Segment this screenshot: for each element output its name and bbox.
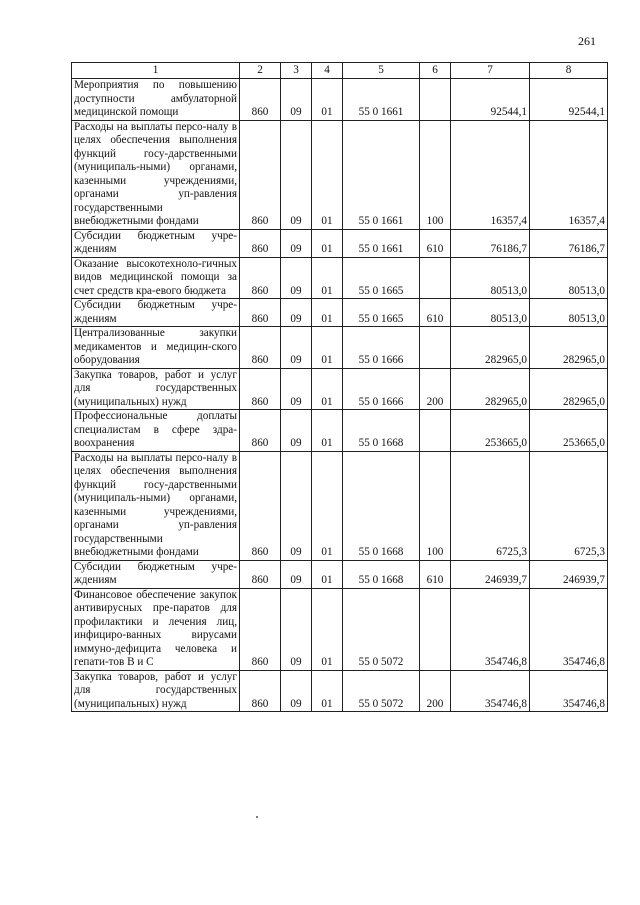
row-ministry-code: 860	[240, 327, 281, 369]
row-expense-type	[420, 410, 451, 452]
row-target-article: 55 0 1666	[343, 368, 420, 410]
row-section-code: 09	[281, 588, 312, 670]
row-subsection-code: 01	[312, 327, 343, 369]
row-target-article: 55 0 5072	[343, 588, 420, 670]
row-expense-type	[420, 327, 451, 369]
row-description: Централизованные закупки медикаментов и медицин-ского оборудования	[72, 327, 240, 369]
row-section-code: 09	[281, 327, 312, 369]
table-row	[72, 368, 608, 410]
row-amount-1: 354746,8	[451, 670, 530, 712]
row-expense-type: 610	[420, 560, 451, 588]
row-description: Расходы на выплаты персо-налу в целях обеспечения выполнения функций госу-дарственными (муниципаль-ными) органами, казенными учреждениями, органами уп-равления государственными внебюджетными фондами	[72, 120, 240, 229]
row-description: Закупка товаров, работ и услуг для государственных (муниципальных) нужд	[72, 368, 240, 410]
row-description: Оказание высокотехноло-гичных видов медицинской помощи за счет средств кра-евого бюджета	[72, 257, 240, 299]
row-subsection-code: 01	[312, 120, 343, 229]
row-section-code: 09	[281, 120, 312, 229]
row-amount-2: 80513,0	[530, 299, 608, 327]
col-header-7: 7	[451, 63, 530, 79]
row-subsection-code: 01	[312, 79, 343, 121]
row-target-article: 55 0 1668	[343, 451, 420, 560]
row-section-code: 09	[281, 560, 312, 588]
row-section-code: 09	[281, 257, 312, 299]
row-expense-type: 200	[420, 670, 451, 712]
row-description: Закупка товаров, работ и услуг для государственных (муниципальных) нужд	[72, 670, 240, 712]
row-ministry-code: 860	[240, 120, 281, 229]
row-subsection-code: 01	[312, 560, 343, 588]
row-amount-1: 16357,4	[451, 120, 530, 229]
row-description: Субсидии бюджетным учре-ждениям	[72, 560, 240, 588]
row-description: Профессиональные доплаты специалистам в сфере здра-воохранения	[72, 410, 240, 452]
row-amount-1: 80513,0	[451, 299, 530, 327]
row-amount-1: 76186,7	[451, 229, 530, 257]
row-target-article: 55 0 1666	[343, 327, 420, 369]
row-expense-type: 610	[420, 299, 451, 327]
row-description: Расходы на выплаты персо-налу в целях обеспечения выполнения функций госу-дарственными (муниципаль-ными) органами, казенными учреждениями, органами уп-равления государственными внебюджетными фондами	[72, 451, 240, 560]
row-amount-1: 246939,7	[451, 560, 530, 588]
row-ministry-code: 860	[240, 588, 281, 670]
col-header-5: 5	[343, 63, 420, 79]
table-row	[72, 560, 608, 588]
row-expense-type: 200	[420, 368, 451, 410]
row-description: Финансовое обеспечение закупок антивирусных пре-паратов для профилактики и лечения лиц, инфициро-ванных вирусами иммуно-дефицита человека и гепати-тов В и С	[72, 588, 240, 670]
row-ministry-code: 860	[240, 79, 281, 121]
row-ministry-code: 860	[240, 670, 281, 712]
row-amount-2: 282965,0	[530, 368, 608, 410]
row-section-code: 09	[281, 368, 312, 410]
row-subsection-code: 01	[312, 299, 343, 327]
row-target-article: 55 0 1661	[343, 120, 420, 229]
row-subsection-code: 01	[312, 451, 343, 560]
row-ministry-code: 860	[240, 257, 281, 299]
table-row	[72, 79, 608, 121]
row-amount-1: 282965,0	[451, 368, 530, 410]
row-subsection-code: 01	[312, 257, 343, 299]
row-subsection-code: 01	[312, 368, 343, 410]
row-section-code: 09	[281, 79, 312, 121]
row-subsection-code: 01	[312, 410, 343, 452]
row-section-code: 09	[281, 451, 312, 560]
row-expense-type	[420, 257, 451, 299]
row-amount-1: 6725,3	[451, 451, 530, 560]
row-amount-2: 92544,1	[530, 79, 608, 121]
table-row	[72, 299, 608, 327]
row-target-article: 55 0 1668	[343, 560, 420, 588]
row-amount-2: 80513,0	[530, 257, 608, 299]
row-target-article: 55 0 5072	[343, 670, 420, 712]
row-target-article: 55 0 1661	[343, 229, 420, 257]
row-description: Субсидии бюджетным учре-ждениям	[72, 229, 240, 257]
row-amount-2: 76186,7	[530, 229, 608, 257]
row-target-article: 55 0 1665	[343, 299, 420, 327]
row-description: Субсидии бюджетным учре-ждениям	[72, 299, 240, 327]
budget-table	[71, 62, 608, 712]
row-subsection-code: 01	[312, 229, 343, 257]
col-header-8: 8	[530, 63, 608, 79]
row-section-code: 09	[281, 410, 312, 452]
header-row	[72, 63, 608, 79]
col-header-1: 1	[72, 63, 240, 79]
col-header-4: 4	[312, 63, 343, 79]
page-number: 261	[578, 34, 596, 48]
table-row	[72, 120, 608, 229]
row-ministry-code: 860	[240, 299, 281, 327]
row-ministry-code: 860	[240, 410, 281, 452]
row-expense-type: 610	[420, 229, 451, 257]
row-amount-2: 354746,8	[530, 670, 608, 712]
table-row	[72, 670, 608, 712]
row-amount-2: 6725,3	[530, 451, 608, 560]
row-target-article: 55 0 1661	[343, 79, 420, 121]
col-header-3: 3	[281, 63, 312, 79]
col-header-2: 2	[240, 63, 281, 79]
table-row	[72, 257, 608, 299]
row-section-code: 09	[281, 229, 312, 257]
table-row	[72, 588, 608, 670]
row-amount-2: 354746,8	[530, 588, 608, 670]
row-amount-1: 80513,0	[451, 257, 530, 299]
table-row	[72, 229, 608, 257]
row-expense-type	[420, 588, 451, 670]
col-header-6: 6	[420, 63, 451, 79]
row-section-code: 09	[281, 670, 312, 712]
row-amount-2: 246939,7	[530, 560, 608, 588]
row-section-code: 09	[281, 299, 312, 327]
stray-dot	[256, 816, 258, 818]
row-subsection-code: 01	[312, 588, 343, 670]
row-ministry-code: 860	[240, 229, 281, 257]
row-amount-2: 16357,4	[530, 120, 608, 229]
row-target-article: 55 0 1668	[343, 410, 420, 452]
table-row	[72, 410, 608, 452]
table-row	[72, 327, 608, 369]
row-amount-1: 253665,0	[451, 410, 530, 452]
table-row	[72, 451, 608, 560]
row-description: Мероприятия по повышению доступности амбулаторной медицинской помощи	[72, 79, 240, 121]
row-amount-1: 354746,8	[451, 588, 530, 670]
row-amount-1: 282965,0	[451, 327, 530, 369]
row-subsection-code: 01	[312, 670, 343, 712]
row-ministry-code: 860	[240, 368, 281, 410]
row-amount-2: 282965,0	[530, 327, 608, 369]
row-expense-type	[420, 79, 451, 121]
row-amount-2: 253665,0	[530, 410, 608, 452]
row-ministry-code: 860	[240, 560, 281, 588]
row-amount-1: 92544,1	[451, 79, 530, 121]
row-target-article: 55 0 1665	[343, 257, 420, 299]
row-expense-type: 100	[420, 451, 451, 560]
row-ministry-code: 860	[240, 451, 281, 560]
row-expense-type: 100	[420, 120, 451, 229]
